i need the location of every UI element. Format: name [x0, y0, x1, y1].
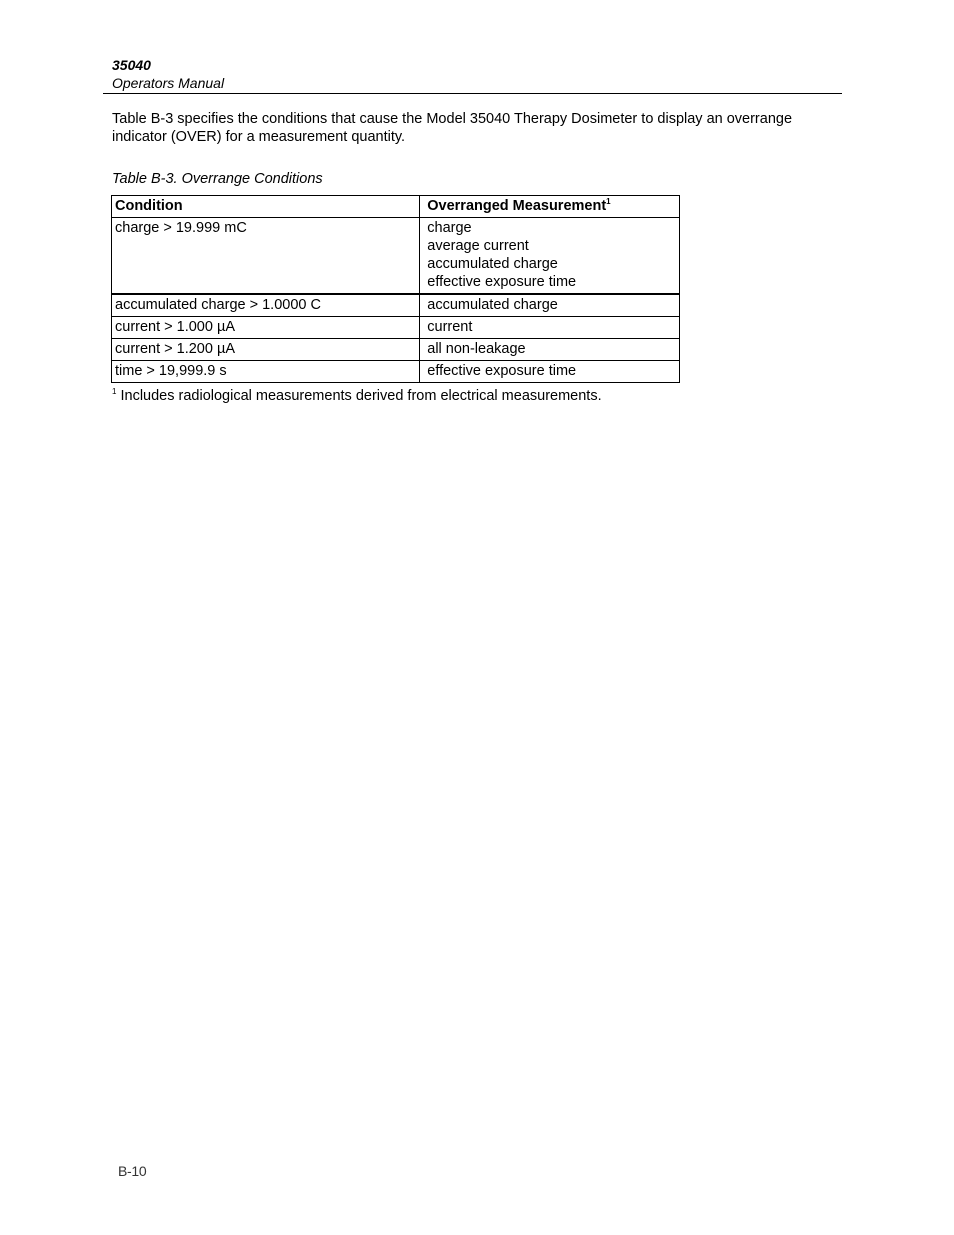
table-body: [112, 218, 680, 383]
table-footnote: [112, 387, 602, 405]
measurement-item: all non-leakage: [427, 341, 526, 357]
header-measurement-label: Overranged Measurement: [427, 198, 607, 214]
measurement-item: effective exposure time: [427, 274, 577, 290]
measurement-cell: [420, 218, 680, 295]
measurement-item: effective exposure time: [427, 363, 577, 379]
measurement-cell: [420, 317, 680, 339]
page-header: [103, 56, 842, 94]
table-caption: Table B-3. Overrange Conditions: [112, 171, 323, 187]
measurement-item: current: [427, 319, 473, 335]
table-row: [112, 361, 680, 383]
measurement-item: average current: [427, 238, 529, 254]
measurement-item: accumulated charge: [427, 297, 558, 313]
table-row: [112, 317, 680, 339]
header-overranged-measurement: [420, 196, 680, 218]
page-number: B-10: [118, 1163, 147, 1179]
header-manual-title: Operators Manual: [112, 75, 225, 91]
table-row: [112, 294, 680, 317]
condition-cell: charge > 19.999 mC: [112, 218, 420, 295]
table-row: [112, 339, 680, 361]
table-row: [112, 218, 680, 295]
footnote-text: Includes radiological measurements derived from electrical measurements.: [116, 388, 602, 404]
header-model-number: 35040: [112, 57, 151, 73]
intro-paragraph: Table B-3 specifies the conditions that cause the Model 35040 Therapy Dosimeter to display an overrange indicator (OVER) for a measurement quantity.: [112, 111, 793, 145]
condition-cell: current > 1.200 µA: [112, 339, 420, 361]
condition-cell: time > 19,999.9 s: [112, 361, 420, 383]
table-header-row: [112, 196, 680, 218]
footnote-marker: 1: [112, 387, 117, 397]
measurement-cell: [420, 361, 680, 383]
measurement-item: accumulated charge: [427, 256, 558, 272]
condition-cell: current > 1.000 µA: [112, 317, 420, 339]
condition-cell: accumulated charge > 1.0000 C: [112, 294, 420, 317]
header-footnote-marker: 1: [606, 197, 611, 207]
overrange-conditions-table: [111, 195, 680, 383]
measurement-item: charge: [427, 220, 472, 236]
measurement-cell: [420, 339, 680, 361]
header-condition: Condition: [112, 196, 420, 218]
measurement-cell: [420, 294, 680, 317]
